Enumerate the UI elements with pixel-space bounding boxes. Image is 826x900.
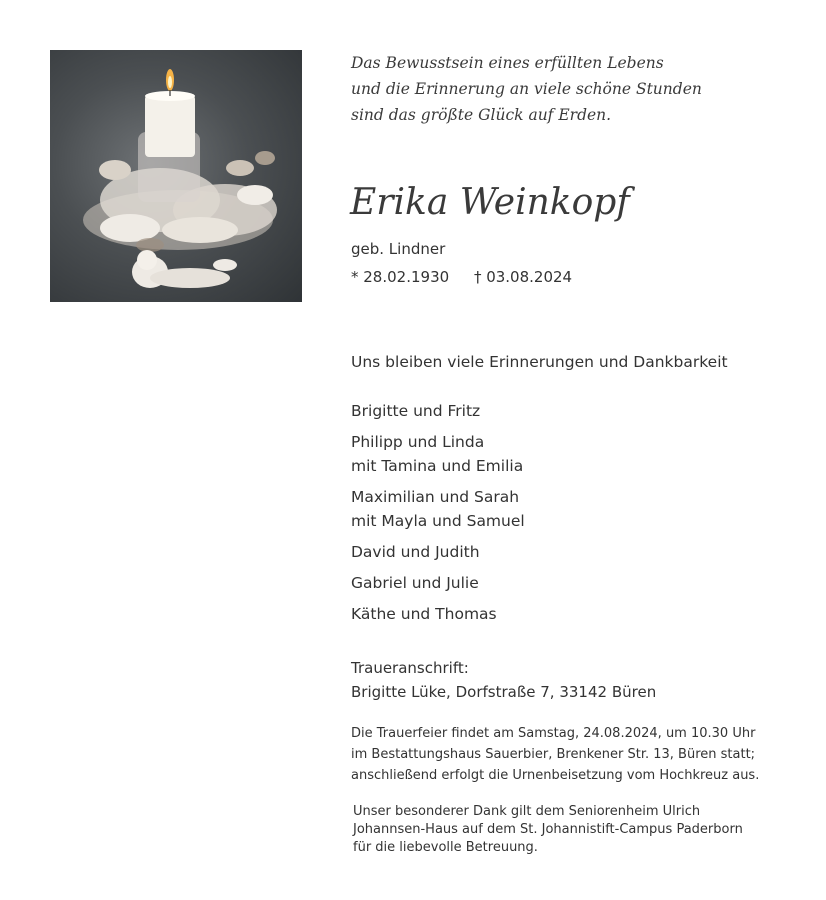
mourners-list: [351, 399, 781, 633]
birth-date: * 28.02.1930: [351, 268, 450, 286]
mourner-line: Gabriel und Julie: [351, 574, 479, 592]
quote-line: sind das größte Glück auf Erden.: [351, 106, 612, 124]
list-item: [351, 399, 781, 423]
maiden-name: geb. Lindner: [351, 240, 446, 258]
list-item: [351, 540, 781, 564]
address-value: Brigitte Lüke, Dorfstraße 7, 33142 Büren: [351, 683, 657, 701]
mourner-line: David und Judith: [351, 543, 480, 561]
ceremony-line: Die Trauerfeier findet am Samstag, 24.08.2024, um 10.30 Uhr: [351, 726, 756, 741]
list-item: [351, 602, 781, 626]
mourner-line: Philipp und Linda: [351, 433, 485, 451]
ceremony-line: anschließend erfolgt die Urnenbeisetzung vom Hochkreuz aus.: [351, 768, 760, 783]
funeral-ceremony-notice: [351, 723, 759, 786]
death-date: † 03.08.2024: [473, 268, 573, 286]
thanks-line: für die liebevolle Betreuung.: [353, 840, 538, 855]
memorial-photo: [50, 50, 302, 302]
thanks-line: Johannsen-Haus auf dem St. Johannistift-Campus Paderborn: [353, 822, 743, 837]
ceremony-line: im Bestattungshaus Sauerbier, Brenkener Str. 13, Büren statt;: [351, 747, 756, 762]
quote-line: und die Erinnerung an viele schöne Stunden: [351, 80, 702, 98]
mourner-line: mit Tamina und Emilia: [351, 457, 524, 475]
list-item: [351, 430, 781, 478]
deceased-name: Erika Weinkopf: [350, 182, 630, 223]
mourner-line: Maximilian und Sarah: [351, 488, 520, 506]
mourning-address: [351, 656, 656, 704]
mourners-tagline: Uns bleiben viele Erinnerungen und Dankbarkeit: [351, 353, 728, 371]
mourner-line: mit Mayla und Samuel: [351, 512, 525, 530]
life-dates: [351, 268, 572, 286]
list-item: [351, 485, 781, 533]
memorial-quote: [351, 50, 781, 128]
list-item: [351, 571, 781, 595]
mourner-line: Brigitte und Fritz: [351, 402, 481, 420]
candle-arrangement-image: [50, 50, 302, 302]
mourner-line: Käthe und Thomas: [351, 605, 497, 623]
thanks-note: [353, 803, 743, 857]
address-label: Traueranschrift:: [351, 659, 469, 677]
quote-line: Das Bewusstsein eines erfüllten Lebens: [351, 54, 664, 72]
thanks-line: Unser besonderer Dank gilt dem Seniorenheim Ulrich: [353, 804, 701, 819]
